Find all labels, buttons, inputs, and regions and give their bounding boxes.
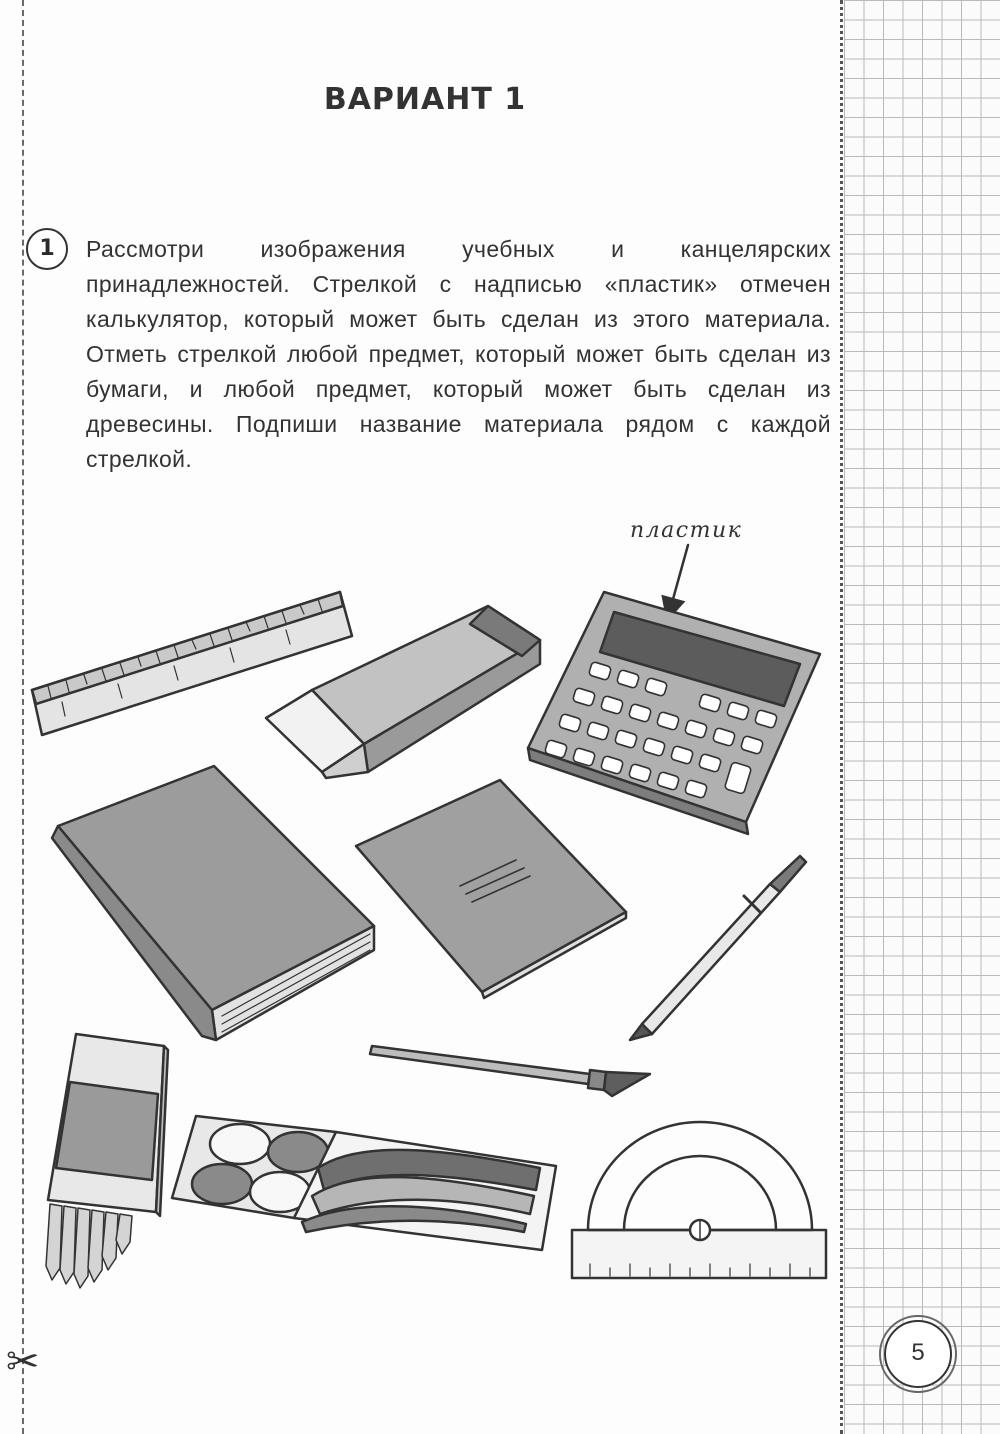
book-icon bbox=[52, 766, 374, 1040]
pen-icon bbox=[630, 856, 806, 1040]
task-text: Рассмотри изображения учебных и канцелярских принадлежностей. Стрелкой с надписью «пластик» отмечен калькулятор, который может быть сделан из этого материала. Отметь стрелкой любой предмет, который может быть сделан из бумаги, и любой предмет, который может быть сделан из древесины. Подпиши название материала рядом с каждой стрелкой. bbox=[86, 236, 831, 472]
scissors-icon: ✂ bbox=[6, 1339, 40, 1385]
page-title: ВАРИАНТ 1 bbox=[323, 82, 527, 117]
notebook-icon bbox=[356, 780, 626, 998]
paintbrush-icon bbox=[370, 1046, 650, 1096]
watercolor-paints-icon bbox=[172, 1116, 556, 1250]
calculator-icon bbox=[528, 592, 820, 834]
protractor-icon bbox=[572, 1122, 826, 1278]
pencils-box-icon bbox=[46, 1034, 168, 1288]
plastic-label: пластик bbox=[630, 518, 743, 543]
page-number: 5 bbox=[884, 1320, 952, 1388]
task-number: 1 bbox=[26, 228, 68, 270]
plastic-arrow bbox=[670, 545, 688, 610]
